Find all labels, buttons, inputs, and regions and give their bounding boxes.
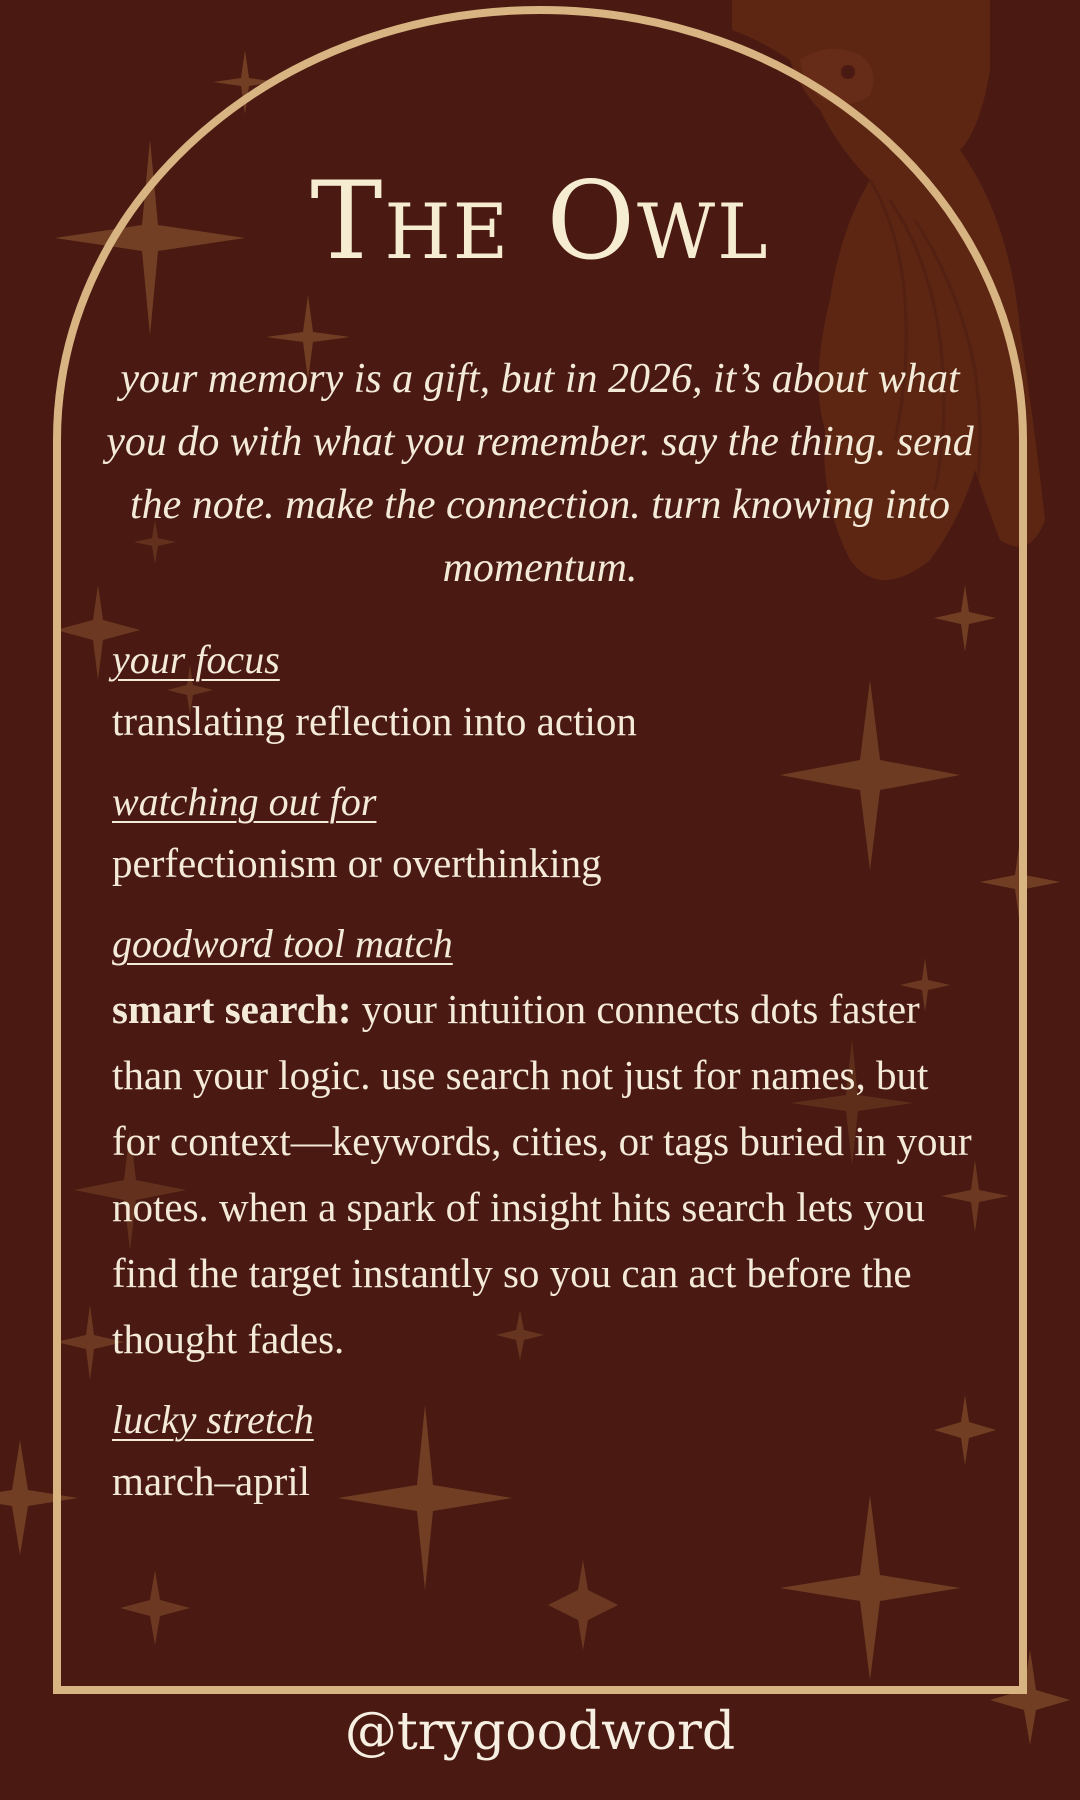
lucky-body: march–april	[112, 1458, 311, 1504]
watch-heading: watching out for	[112, 779, 377, 824]
focus-heading: your focus	[112, 637, 280, 682]
page-title: The Owl	[310, 159, 770, 284]
focus-body: translating reflection into action	[112, 698, 637, 744]
tool-body	[112, 976, 972, 1372]
social-handle: @trygoodword	[344, 1702, 736, 1762]
lucky-heading: lucky stretch	[112, 1397, 314, 1442]
tool-heading: goodword tool match	[112, 921, 453, 966]
tagline: your memory is a gift, but in 2026, it’s about what you do with what you remember. say the thing. send the note. make the connection. turn knowing into momentum.	[106, 356, 974, 591]
tool-label: smart search:	[112, 986, 352, 1032]
tool-description: your intuition connects dots faster than your logic. use search not just for names, but for context—keywords, cities, or tags buried in your notes. when a spark of insight hits search lets you find the target instantly so you can act before the thought fades.	[112, 986, 972, 1362]
watch-body: perfectionism or overthinking	[112, 840, 602, 886]
sections	[112, 632, 972, 1514]
